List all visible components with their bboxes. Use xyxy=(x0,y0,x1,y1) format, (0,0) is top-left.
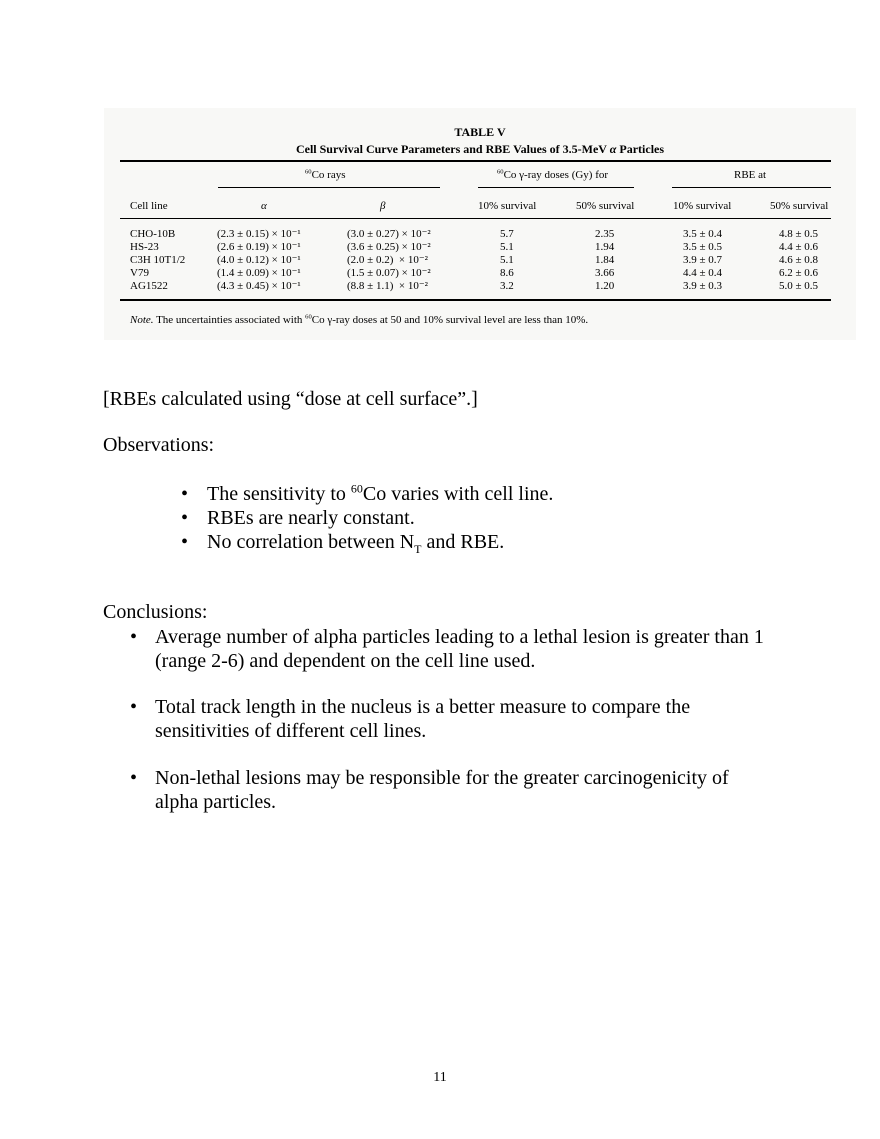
dose-50-value: 1.84 xyxy=(595,254,615,266)
rbe-10-value: 3.9 ± 0.3 xyxy=(683,280,723,292)
group-rule-dose xyxy=(478,187,634,188)
page-number: 11 xyxy=(433,1070,447,1085)
col-header-rbe-50: 50% survival xyxy=(770,200,829,212)
table-bottom-rule xyxy=(120,299,831,301)
beta-value: (3.6 ± 0.25) × 10⁻² xyxy=(347,241,431,253)
list-item-line: Non-lethal lesions may be responsible for the greater carcinogenicity of xyxy=(155,767,729,789)
col-header-cell-line: Cell line xyxy=(130,200,168,212)
rbe-calculation-note: [RBEs calculated using “dose at cell surface”.] xyxy=(103,388,478,410)
bullet-glyph: • xyxy=(130,696,138,718)
dose-50-value: 1.20 xyxy=(595,280,615,292)
col-header-dose-10: 10% survival xyxy=(478,200,537,212)
conclusions-heading: Conclusions: xyxy=(103,601,208,623)
list-item-line: sensitivities of different cell lines. xyxy=(155,720,427,742)
bullet-glyph: • xyxy=(181,483,189,505)
dose-10-value: 5.1 xyxy=(500,254,514,266)
alpha-value: (1.4 ± 0.09) × 10⁻¹ xyxy=(217,267,301,279)
dose-50-value: 1.94 xyxy=(595,241,615,253)
rbe-10-value: 3.5 ± 0.5 xyxy=(683,241,723,253)
dose-10-value: 5.7 xyxy=(500,228,514,240)
group-rule-co xyxy=(218,187,440,188)
bullet-glyph: • xyxy=(181,531,189,553)
beta-value: (3.0 ± 0.27) × 10⁻² xyxy=(347,228,431,240)
list-item: No correlation between $N_T$ and RBE. xyxy=(207,531,505,556)
group-rule-rbe xyxy=(672,187,831,188)
dose-10-value: 5.1 xyxy=(500,241,514,253)
table-label: TABLE V xyxy=(454,125,506,139)
group-header-rbe: RBE at xyxy=(734,169,767,181)
table-caption: Cell Survival Curve Parameters and RBE Values of 3.5-MeV α Particles xyxy=(295,142,665,156)
table-header-rule xyxy=(120,218,831,219)
col-header-dose-50: 50% survival xyxy=(576,200,635,212)
beta-value: (1.5 ± 0.07) × 10⁻² xyxy=(347,267,431,279)
cell-line: AG1522 xyxy=(130,280,168,292)
cell-line: C3H 10T1/2 xyxy=(130,254,186,266)
rbe-10-value: 3.5 ± 0.4 xyxy=(683,228,723,240)
col-header-alpha: α xyxy=(261,200,267,212)
list-item-line: Average number of alpha particles leading to a lethal lesion is greater than 1 xyxy=(155,626,764,648)
dose-10-value: 8.6 xyxy=(500,267,514,279)
cell-line: CHO-10B xyxy=(130,228,176,240)
observations-heading: Observations: xyxy=(103,434,215,456)
table-top-rule xyxy=(120,160,831,162)
table-note: Note. The uncertainties associated with $^{60}$Co γ-ray doses at 50 and 10% survival level are less than 10%. xyxy=(130,313,589,326)
col-header-beta: β xyxy=(380,200,386,212)
beta-value: (8.8 ± 1.1) × 10⁻² xyxy=(347,280,428,292)
group-header-co-rays: $^{60}$Co rays xyxy=(305,168,346,181)
list-item: The sensitivity to $^{60}$Co varies with cell line. xyxy=(207,481,554,505)
rbe-10-value: 4.4 ± 0.4 xyxy=(683,267,723,279)
list-item-line: (range 2-6) and dependent on the cell line used. xyxy=(155,650,536,672)
list-item-line: Total track length in the nucleus is a better measure to compare the xyxy=(155,696,691,718)
bullet-glyph: • xyxy=(181,507,189,529)
group-header-dose: $^{60}$Co γ-ray doses (Gy) for xyxy=(497,168,609,181)
rbe-10-value: 3.9 ± 0.7 xyxy=(683,254,723,266)
rbe-50-value: 4.6 ± 0.8 xyxy=(779,254,819,266)
dose-50-value: 2.35 xyxy=(595,228,615,240)
bullet-glyph: • xyxy=(130,767,138,789)
beta-value: (2.0 ± 0.2) × 10⁻² xyxy=(347,254,428,266)
rbe-50-value: 4.8 ± 0.5 xyxy=(779,228,819,240)
list-item: RBEs are nearly constant. xyxy=(207,507,415,529)
alpha-value: (2.6 ± 0.19) × 10⁻¹ xyxy=(217,241,301,253)
bullet-glyph: • xyxy=(130,626,138,648)
rbe-50-value: 4.4 ± 0.6 xyxy=(779,241,819,253)
alpha-value: (2.3 ± 0.15) × 10⁻¹ xyxy=(217,228,301,240)
cell-line: V79 xyxy=(130,267,149,279)
dose-10-value: 3.2 xyxy=(500,280,514,292)
cell-line: HS-23 xyxy=(130,241,159,253)
alpha-value: (4.0 ± 0.12) × 10⁻¹ xyxy=(217,254,301,266)
rbe-50-value: 6.2 ± 0.6 xyxy=(779,267,819,279)
list-item-line: alpha particles. xyxy=(155,791,277,813)
dose-50-value: 3.66 xyxy=(595,267,615,279)
col-header-rbe-10: 10% survival xyxy=(673,200,732,212)
rbe-50-value: 5.0 ± 0.5 xyxy=(779,280,819,292)
alpha-value: (4.3 ± 0.45) × 10⁻¹ xyxy=(217,280,301,292)
